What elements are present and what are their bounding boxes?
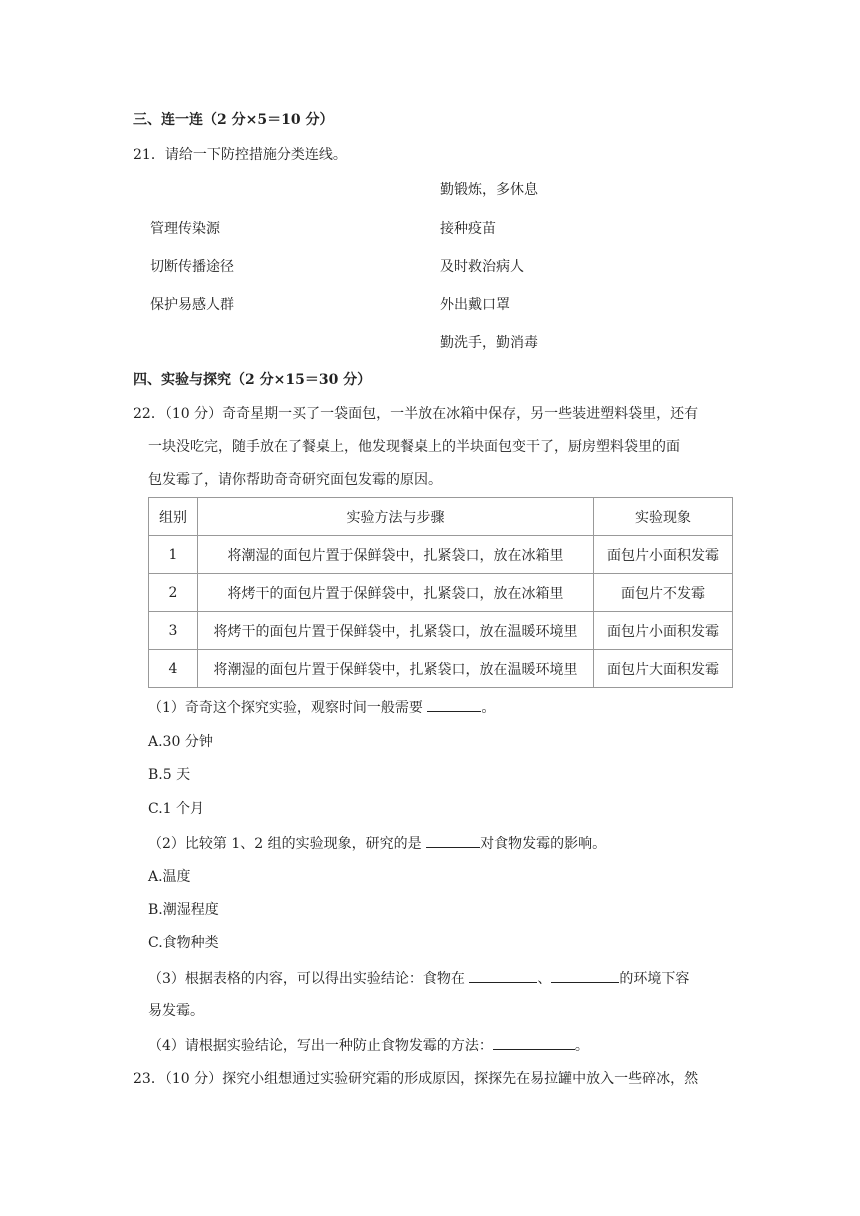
option-b[interactable]: B.潮湿程度 [148,902,219,918]
option-c[interactable]: C.1 个月 [148,801,205,817]
option-b[interactable]: B.5 天 [148,767,191,783]
subquestion-3-line2: 易发霉。 [148,1003,204,1019]
option-a[interactable]: A.30 分钟 [148,734,213,750]
option-a[interactable]: A.温度 [148,869,191,885]
answer-blank[interactable] [426,833,480,848]
section-4-heading: 四、实验与探究（2 分×15＝30 分） [133,372,372,388]
question-22-line: 包发霉了，请你帮助奇奇研究面包发霉的原因。 [148,472,442,488]
answer-blank[interactable] [551,968,619,983]
question-22-line [133,404,698,424]
table-header-row [149,498,733,536]
match-right-item[interactable]: 及时救治病人 [440,259,524,275]
cell-phenomenon: 面包片大面积发霉 [594,650,733,688]
cell-method: 将烤干的面包片置于保鲜袋中，扎紧袋口，放在冰箱里 [198,574,594,612]
question-23 [133,1069,698,1089]
table-row [149,574,733,612]
subquestion-end: 。 [574,1038,589,1054]
answer-blank[interactable] [493,1035,575,1050]
subquestion-text: （2）比较第 1、2 组的实验现象，研究的是 [148,836,422,852]
option-c[interactable]: C.食物种类 [148,935,219,951]
table-row [149,536,733,574]
experiment-table [148,497,733,688]
cell-method: 将烤干的面包片置于保鲜袋中，扎紧袋口，放在温暖环境里 [198,612,594,650]
answer-blank[interactable] [469,968,537,983]
question-22-line: 一块没吃完，随手放在了餐桌上，他发现餐桌上的半块面包变干了，厨房塑料袋里的面 [148,439,680,455]
header-method: 实验方法与步骤 [198,498,594,536]
section-3-heading: 三、连一连（2 分×5＝10 分） [133,112,334,128]
subquestion-text: （1）奇奇这个探究实验，观察时间一般需要 [148,700,423,716]
match-left-item[interactable]: 保护易感人群 [150,297,234,313]
subquestion-3 [148,968,689,989]
answer-blank[interactable] [427,697,481,712]
match-right-item[interactable]: 外出戴口罩 [440,297,510,313]
subquestion-end: 对食物发霉的影响。 [480,836,607,852]
cell-group: 2 [149,574,198,612]
subquestion-mid: 、 [537,971,552,987]
question-text: 探究小组想通过实验研究霜的形成原因，探探先在易拉罐中放入一些碎冰，然 [222,1071,699,1087]
question-score: （10 分） [164,406,223,422]
question-21 [133,145,347,165]
cell-method: 将潮湿的面包片置于保鲜袋中，扎紧袋口，放在温暖环境里 [198,650,594,688]
subquestion-end: 。 [481,700,496,716]
question-text: 奇奇星期一买了一袋面包，一半放在冰箱中保存，另一些装进塑料袋里，还有 [222,406,699,422]
question-number: 22． [133,406,165,422]
cell-phenomenon: 面包片小面积发霉 [594,612,733,650]
cell-method: 将潮湿的面包片置于保鲜袋中，扎紧袋口，放在冰箱里 [198,536,594,574]
header-phenomenon: 实验现象 [594,498,733,536]
subquestion-1 [148,697,495,718]
table-row [149,650,733,688]
match-left-item[interactable]: 切断传播途径 [150,259,234,275]
match-left-item[interactable]: 管理传染源 [150,221,220,237]
cell-phenomenon: 面包片不发霉 [594,574,733,612]
subquestion-text: （4）请根据实验结论，写出一种防止食物发霉的方法： [148,1038,493,1054]
match-right-item[interactable]: 接种疫苗 [440,221,496,237]
cell-group: 1 [149,536,198,574]
cell-group: 4 [149,650,198,688]
subquestion-text: （3）根据表格的内容，可以得出实验结论：食物在 [148,971,465,987]
match-right-item[interactable]: 勤锻炼，多休息 [440,182,538,198]
header-group: 组别 [149,498,198,536]
question-score: （10 分） [164,1071,223,1087]
table-row [149,612,733,650]
question-number: 21． [133,147,165,163]
question-number: 23． [133,1071,165,1087]
match-right-item[interactable]: 勤洗手，勤消毒 [440,335,538,351]
subquestion-4 [148,1035,589,1056]
subquestion-2 [148,833,606,854]
question-text: 请给一下防控措施分类连线。 [164,147,347,163]
cell-group: 3 [149,612,198,650]
cell-phenomenon: 面包片小面积发霉 [594,536,733,574]
subquestion-end: 的环境下容 [619,971,690,987]
